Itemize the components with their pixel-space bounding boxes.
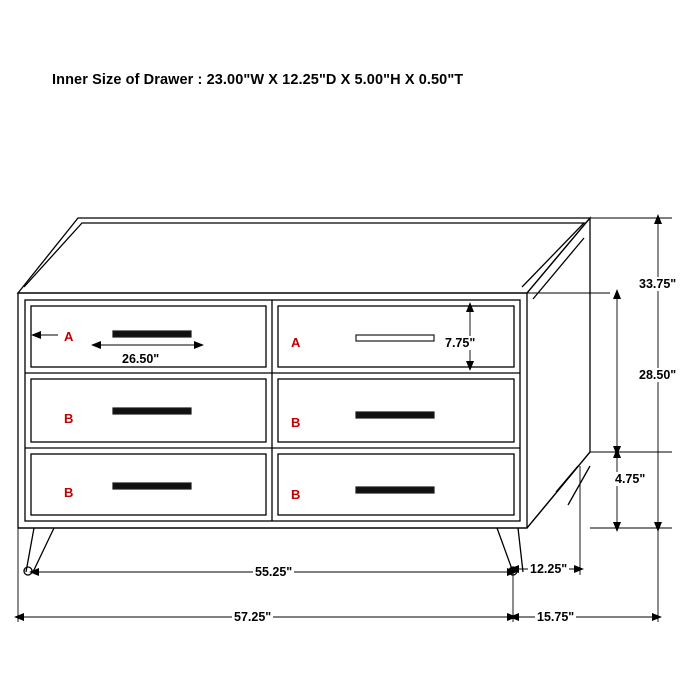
page-title: Inner Size of Drawer : 23.00"W X 12.25"D X 5.00"H X 0.50"T (52, 72, 464, 88)
cabinet-bottom-rail-right (527, 452, 590, 528)
drawer-letter-b-right-2: B (291, 487, 301, 502)
handle-a-right (356, 335, 434, 341)
handle-b-right-1 (356, 412, 434, 418)
handle-a-left (113, 331, 191, 337)
dim-label-total-width: 57.25" (234, 610, 272, 624)
dim-label-drawer-height: 7.75" (445, 336, 476, 350)
drawer-letter-a-right: A (291, 335, 301, 350)
dim-label-leg-height: 4.75" (615, 472, 646, 486)
handle-b-right-2 (356, 487, 434, 493)
cabinet-top-surface (18, 218, 590, 293)
handle-b-left-1 (113, 408, 191, 414)
drawer-letter-a-left: A (64, 329, 74, 344)
leg-front-left (26, 528, 54, 572)
dim-label-total-height: 33.75" (639, 277, 677, 291)
handle-b-left-2 (113, 483, 191, 489)
leg-foot-front-left (24, 567, 32, 575)
dim-label-drawer-width: 26.50" (122, 352, 160, 366)
dim-label-depth: 12.25" (530, 562, 568, 576)
drawer-letter-b-left-1: B (64, 411, 74, 426)
dim-label-front-width: 55.25" (255, 565, 293, 579)
leg-front-right (497, 528, 523, 572)
drawer-letter-b-left-2: B (64, 485, 74, 500)
drawer-face-b-right-1 (278, 379, 514, 442)
cabinet-top-inner-edge (24, 223, 584, 287)
drawer-letter-b-right-1: B (291, 415, 301, 430)
drawer-face-b-right-2 (278, 454, 514, 515)
dim-label-depth-total: 15.75" (537, 610, 575, 624)
dim-label-cabinet-height: 28.50" (639, 368, 677, 382)
